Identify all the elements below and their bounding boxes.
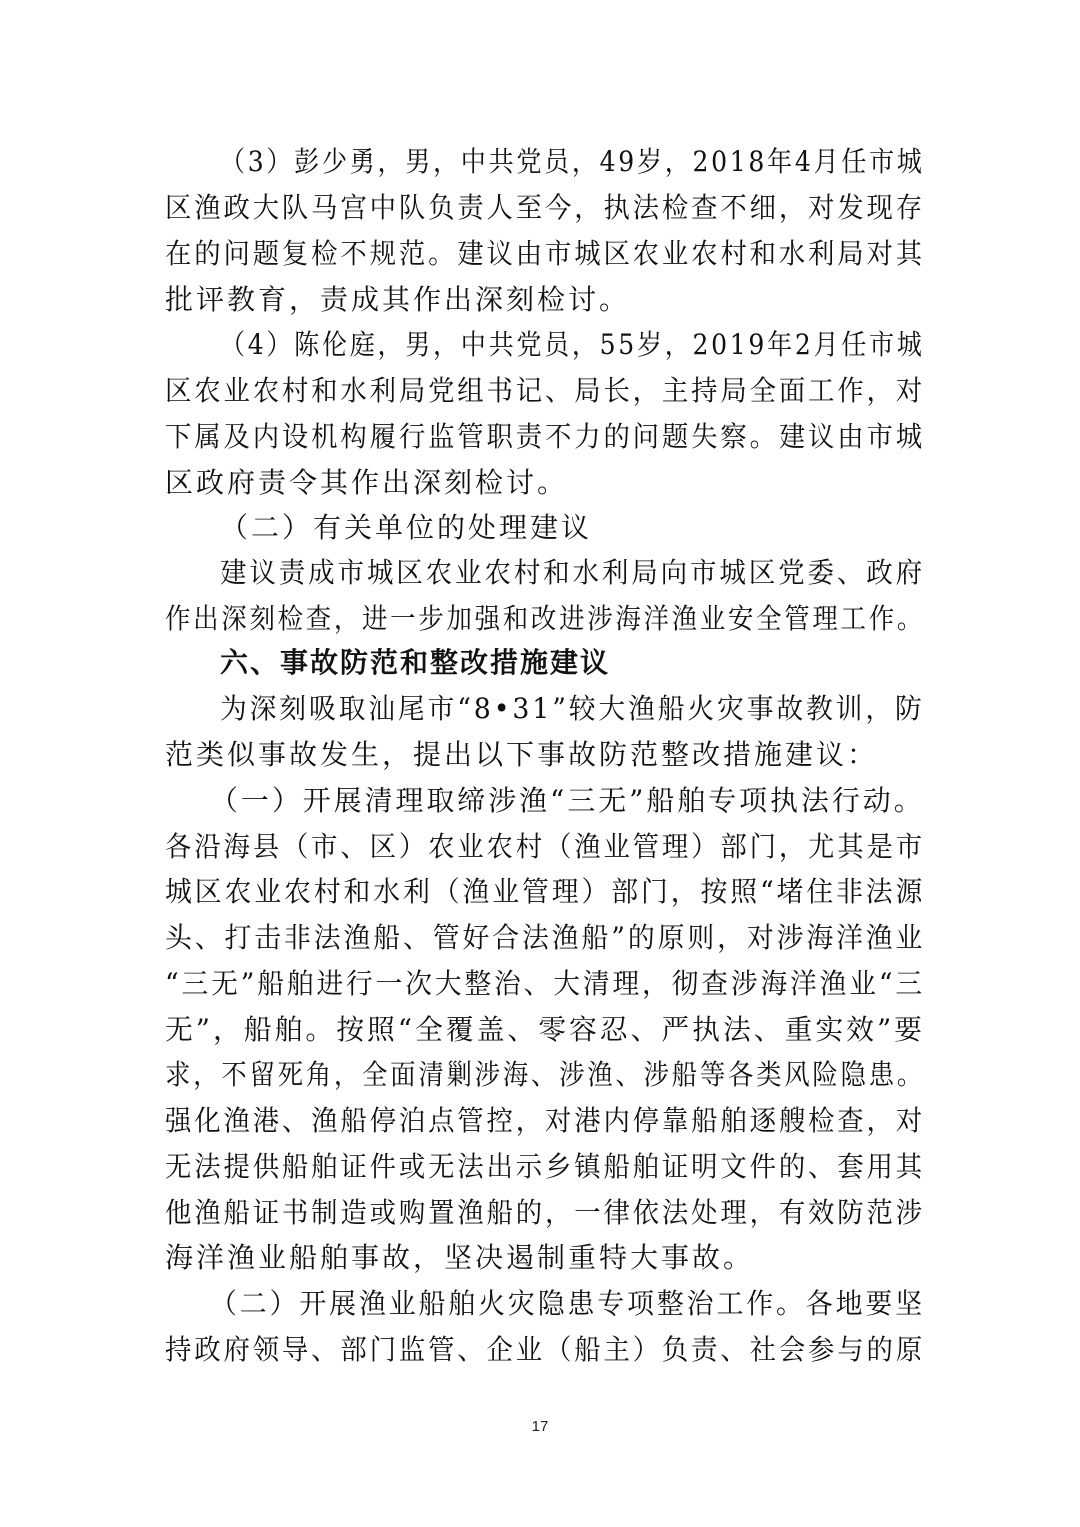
paragraph-line: （4）陈伦庭，男，中共党员，55岁，2019年2月任市城	[220, 328, 925, 361]
paragraph-line: 无”，船舶。按照“全覆盖、零容忍、严执法、重实效”要	[165, 1013, 925, 1046]
paragraph-line: （3）彭少勇，男，中共党员，49岁，2018年4月任市城	[220, 145, 925, 178]
paragraph-line: 范类似事故发生，提出以下事故防范整改措施建议：	[165, 738, 879, 771]
paragraph-line: 强化渔港、渔船停泊点管控，对港内停靠船舶逐艘检查，对	[165, 1104, 925, 1137]
paragraph-line: 头、打击非法渔船、管好合法渔船”的原则，对涉海洋渔业	[165, 921, 926, 954]
page-number: 17	[531, 1418, 549, 1435]
paragraph-line: 作出深刻检查，进一步加强和改进涉海洋渔业安全管理工作。	[165, 602, 926, 635]
paragraph-line: 建议责成市城区农业农村和水利局向市城区党委、政府	[220, 556, 926, 589]
paragraph-line: 下属及内设机构履行监管职责不力的问题失察。建议由市城	[165, 420, 925, 453]
paragraph-line: 持政府领导、部门监管、企业（船主）负责、社会参与的原	[165, 1333, 925, 1366]
paragraph-line: （一）开展清理取缔涉渔“三无”船舶专项执法行动。	[210, 784, 925, 817]
subsection-heading: （二）有关单位的处理建议	[220, 511, 593, 544]
paragraph-line: 区农业农村和水利局党组书记、局长，主持局全面工作，对	[165, 374, 925, 407]
paragraph-line: 在的问题复检不规范。建议由市城区农业农村和水利局对其	[165, 237, 925, 270]
paragraph-line: 为深刻吸取汕尾市“8•31”较大渔船火灾事故教训，防	[220, 692, 925, 725]
paragraph-line: 城区农业农村和水利（渔业管理）部门，按照“堵住非法源	[165, 875, 926, 908]
paragraph-line: 海洋渔业船舶事故，坚决遏制重特大事故。	[165, 1241, 755, 1274]
paragraph-line: 各沿海县（市、区）农业农村（渔业管理）部门，尤其是市	[165, 830, 925, 863]
paragraph-line: 他渔船证书制造或购置渔船的，一律依法处理，有效防范涉	[165, 1196, 925, 1229]
paragraph-line: 求，不留死角，全面清剿涉海、涉渔、涉船等各类风险隐患。	[165, 1058, 926, 1091]
section-heading: 六、事故防范和整改措施建议	[220, 646, 611, 679]
paragraph-line: 无法提供船舶证件或无法出示乡镇船舶证明文件的、套用其	[165, 1150, 925, 1183]
paragraph-line: 区政府责令其作出深刻检讨。	[165, 466, 569, 499]
paragraph-line: （二）开展渔业船舶火灾隐患专项整治工作。各地要坚	[210, 1287, 925, 1320]
paragraph-line: “三无”船舶进行一次大整治、大清理，彻查涉海洋渔业“三	[165, 967, 925, 1000]
paragraph-line: 区渔政大队马宫中队负责人至今，执法检查不细，对发现存	[165, 191, 925, 224]
paragraph-line: 批评教育，责成其作出深刻检讨。	[165, 283, 631, 316]
